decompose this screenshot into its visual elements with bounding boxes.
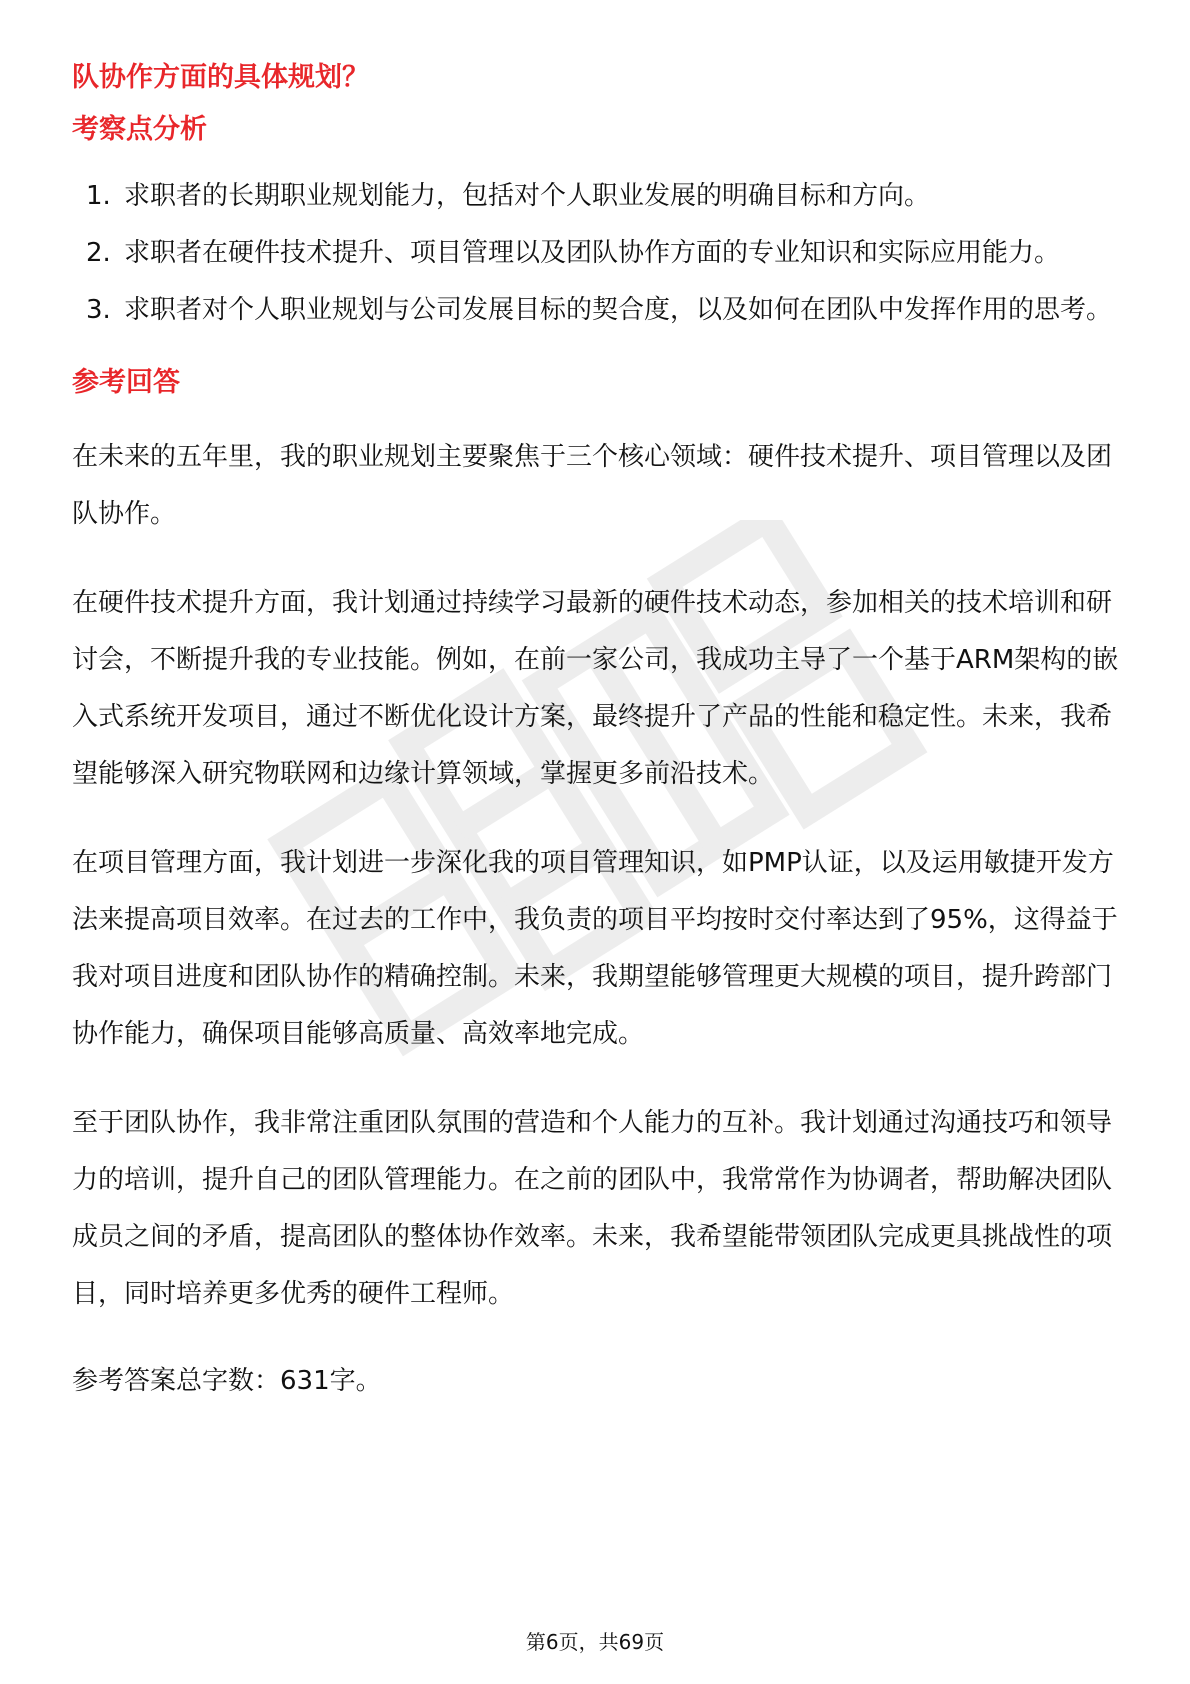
- list-item-text: 求职者对个人职业规划与公司发展目标的契合度，以及如何在团队中发挥作用的思考。: [124, 295, 1113, 325]
- list-item: [72, 225, 1122, 282]
- document-content: [72, 52, 1122, 1410]
- list-item-text: 求职者的长期职业规划能力，包括对个人职业发展的明确目标和方向。: [124, 181, 931, 211]
- answer-paragraph: 在项目管理方面，我计划进一步深化我的项目管理知识，如PMP认证，以及运用敏捷开发方法来提高项目效率。在过去的工作中，我负责的项目平均按时交付率达到了95%，这得益于我对项目进度和团队协作的精确控制。未来，我期望能够管理更大规模的项目，提升跨部门协作能力，确保项目能够高质量、高效率地完成。: [72, 848, 1118, 1049]
- list-item: [72, 168, 1122, 225]
- answer-paragraph: 至于团队协作，我非常注重团队氛围的营造和个人能力的互补。我计划通过沟通技巧和领导力的培训，提升自己的团队管理能力。在之前的团队中，我常常作为协调者，帮助解决团队成员之间的矛盾，提高团队的整体协作效率。未来，我希望能带领团队完成更具挑战性的项目，同时培养更多优秀的硬件工程师。: [72, 1108, 1113, 1309]
- question-title: 队协作方面的具体规划？: [72, 62, 369, 93]
- answer-paragraph: 在硬件技术提升方面，我计划通过持续学习最新的硬件技术动态，参加相关的技术培训和研讨会，不断提升我的专业技能。例如，在前一家公司，我成功主导了一个基于ARM架构的嵌入式系统开发项目，通过不断优化设计方案，最终提升了产品的性能和稳定性。未来，我希望能够深入研究物联网和边缘计算领域，掌握更多前沿技术。: [72, 588, 1119, 789]
- list-number: 2.: [86, 238, 111, 268]
- list-item: [72, 282, 1122, 339]
- answer-heading: 参考回答: [72, 367, 180, 398]
- list-number: 1.: [86, 181, 111, 211]
- word-count-summary: 参考答案总字数：631字。: [72, 1366, 382, 1396]
- list-number: 3.: [86, 295, 111, 325]
- answer-paragraph: 在未来的五年里，我的职业规划主要聚焦于三个核心领域：硬件技术提升、项目管理以及团队协作。: [72, 442, 1113, 529]
- page-number: 第6页，共69页: [525, 1630, 665, 1654]
- analysis-heading: 考察点分析: [72, 114, 207, 145]
- analysis-list: [72, 168, 1122, 339]
- list-item-text: 求职者在硬件技术提升、项目管理以及团队协作方面的专业知识和实际应用能力。: [124, 238, 1061, 268]
